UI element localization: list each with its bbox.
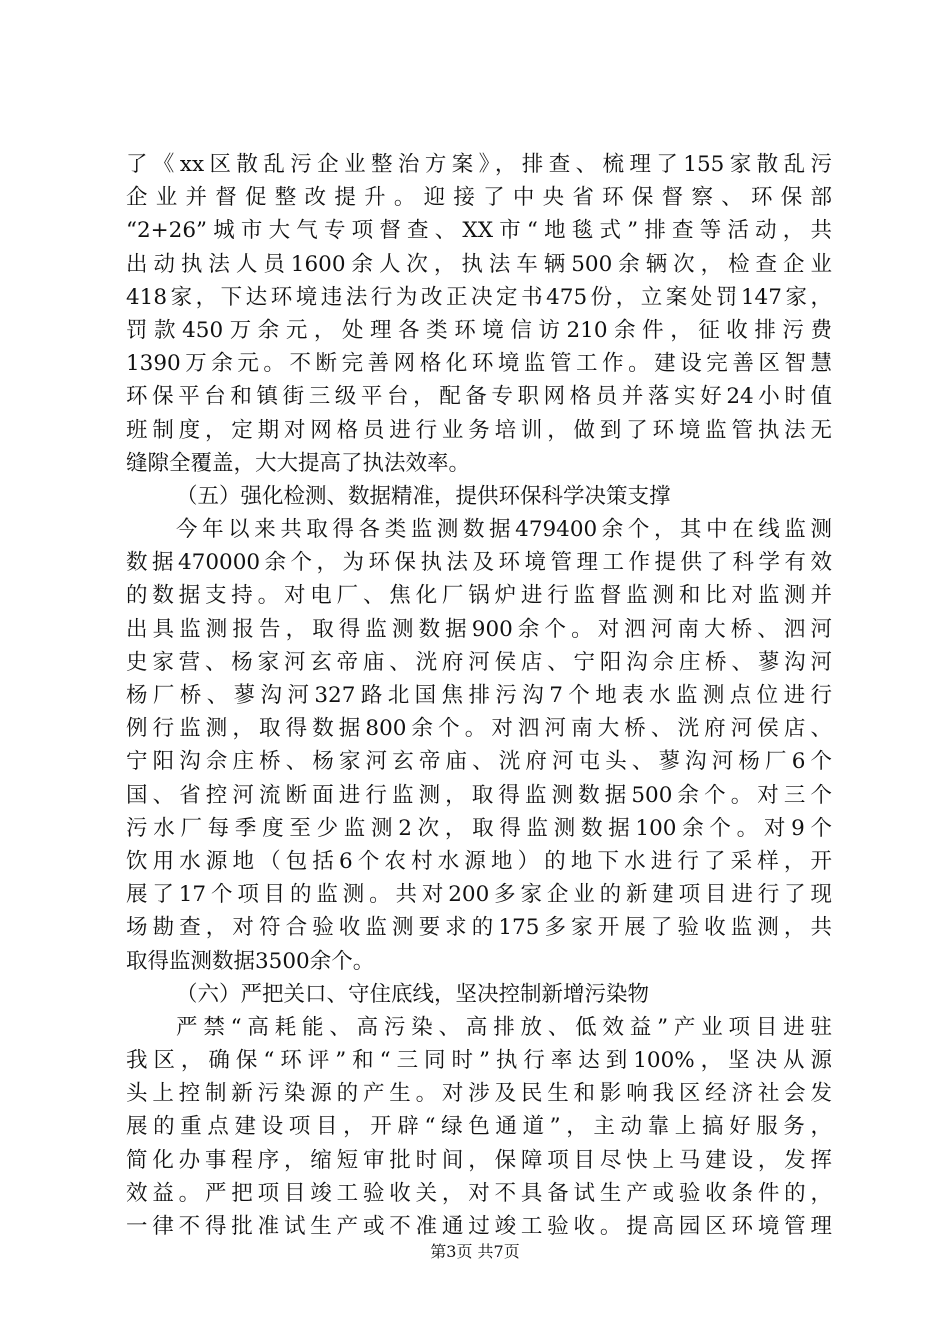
text-line: 史家营、杨家河玄帝庙、洸府河侯店、宁阳沟佘庄桥、蓼沟河 [126, 649, 832, 675]
text-line: 国、省控河流断面进行监测，取得监测数据500余个。对三个 [126, 782, 832, 808]
text-line: 罚款450万余元，处理各类环境信访210余件，征收排污费 [126, 317, 832, 343]
text-line: 418家，下达环境违法行为改正决定书475份，立案处罚147家， [126, 284, 832, 310]
text-line: 效益。严把项目竣工验收关，对不具备试生产或验收条件的， [126, 1180, 832, 1206]
text-line: 杨厂桥、蓼沟河327路北国焦排污沟7个地表水监测点位进行 [126, 683, 832, 708]
text-line: “2+26”城市大气专项督查、XX市“地毯式”排查等活动，共 [126, 218, 832, 244]
text-line: 缝隙全覆盖，大大提高了执法效率。 [126, 450, 471, 476]
text-line: 班制度，定期对网格员进行业务培训，做到了环境监管执法无 [126, 417, 832, 443]
text-line: 简化办事程序，缩短审批时间，保障项目尽快上马建设，发挥 [126, 1147, 832, 1173]
text-line: 宁阳沟佘庄桥、杨家河玄帝庙、洸府河屯头、蓼沟河杨厂6个 [126, 749, 832, 775]
text-line: 我区，确保“环评”和“三同时”执行率达到100%，坚决从源 [126, 1048, 832, 1074]
page-footer: 第3页 共7页 [430, 1242, 520, 1261]
section-heading: （六）严把关口、守住底线，坚决控制新增污染物 [176, 981, 650, 1007]
text-line: 1390万余元。不断完善网格化环境监管工作。建设完善区智慧 [126, 351, 832, 377]
text-line: 饮用水源地（包括6个农村水源地）的地下水进行了采样，开 [126, 848, 832, 874]
text-line: 取得监测数据3500余个。 [126, 948, 375, 974]
text-line: 出具监测报告，取得监测数据900余个。对泗河南大桥、泗河 [126, 616, 832, 642]
text-line: 环保平台和镇街三级平台，配备专职网格员并落实好24小时值 [126, 384, 832, 410]
text-line: 一律不得批准试生产或不准通过竣工验收。提高园区环境管理 [126, 1214, 832, 1239]
text-line: 数据470000余个，为环保执法及环境管理工作提供了科学有效 [126, 550, 832, 576]
text-line: 污水厂每季度至少监测2次，取得监测数据100余个。对9个 [126, 815, 832, 841]
text-line: 出动执法人员1600余人次，执法车辆500余辆次，检查企业 [126, 251, 832, 277]
text-line: 场勘查，对符合验收监测要求的175多家开展了验收监测，共 [126, 915, 832, 941]
text-line: 企业并督促整改提升。迎接了中央省环保督察、环保部 [126, 185, 832, 211]
text-line: 今年以来共取得各类监测数据479400余个，其中在线监测 [176, 517, 832, 543]
text-line: 的数据支持。对电厂、焦化厂锅炉进行监督监测和比对监测并 [126, 583, 832, 609]
document-body [126, 148, 832, 1243]
text-line: 展了17个项目的监测。共对200多家企业的新建项目进行了现 [126, 882, 832, 908]
text-line: 展的重点建设项目，开辟“绿色通道”，主动靠上搞好服务， [126, 1114, 832, 1140]
text-line: 了《xx区散乱污企业整治方案》，排查、梳理了155家散乱污 [126, 152, 832, 177]
text-line: 头上控制新污染源的产生。对涉及民生和影响我区经济社会发 [126, 1081, 832, 1107]
text-line: 例行监测，取得数据800余个。对泗河南大桥、洸府河侯店、 [126, 716, 832, 742]
text-line: 严禁“高耗能、高污染、高排放、低效益”产业项目进驻 [176, 1014, 832, 1040]
section-heading: （五）强化检测、数据精准，提供环保科学决策支撑 [176, 483, 671, 509]
